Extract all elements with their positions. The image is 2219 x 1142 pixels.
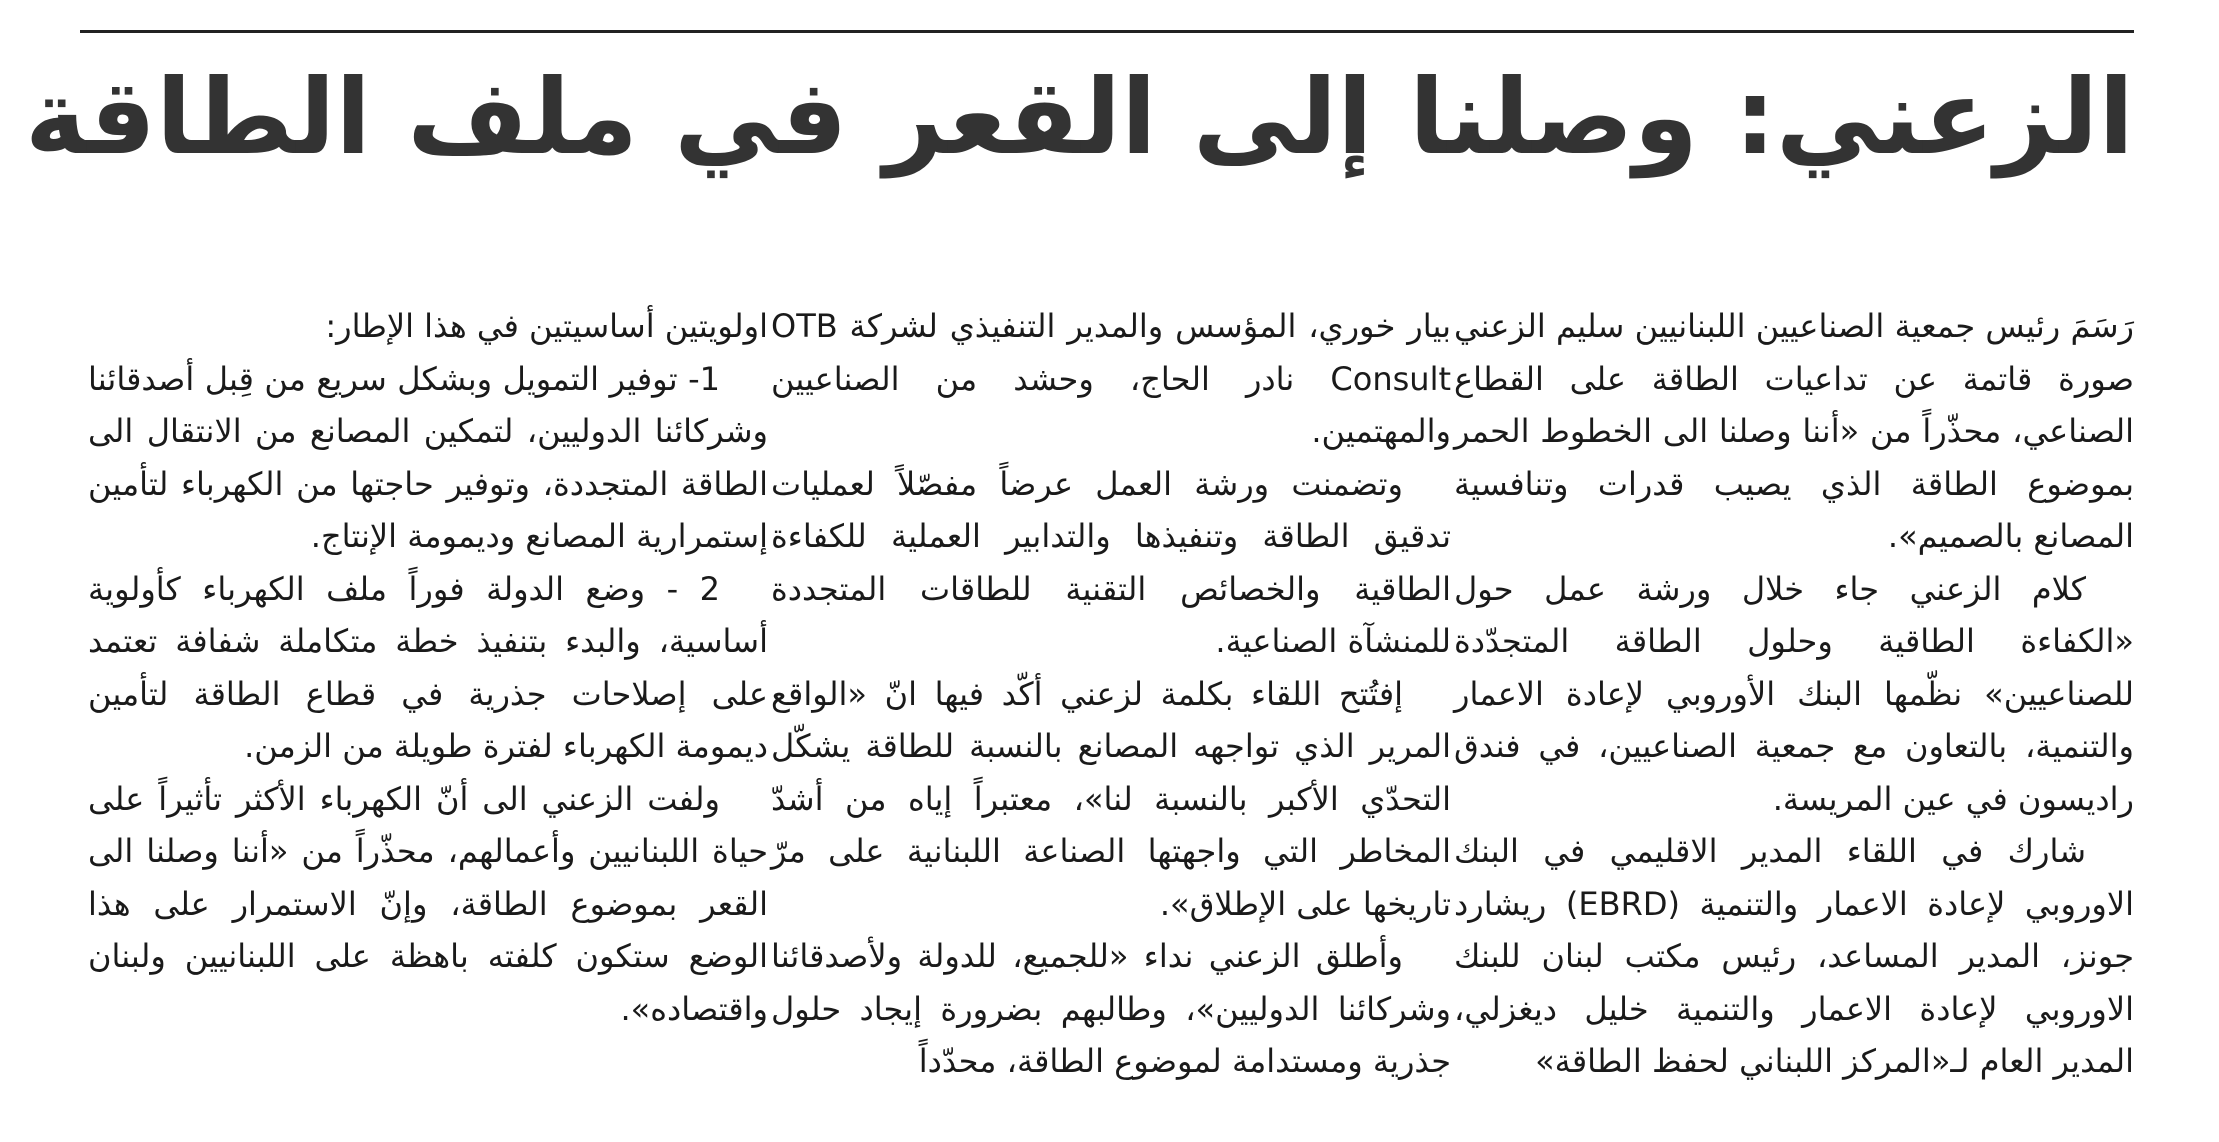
article-paragraph: 1- توفير التمويل وبشكل سريع من قِبل أصدقائنا وشركائنا الدوليين، لتمكين المصانع من الانتقال الى الطاقة المتجددة، وتوفير حاجتها من الكهرباء لتأمين إستمرارية المصانع وديمومة الإنتاج. xyxy=(88,359,768,555)
article-column-middle xyxy=(771,300,1451,1088)
article-headline: الزعني: وصلنا إلى القعر في ملف الطاقة xyxy=(24,56,2134,178)
article-paragraph: 2 - وضع الدولة فوراً ملف الكهرباء كأولوية أساسية، والبدء بتنفيذ خطة متكاملة شفافة تعتمد على إصلاحات جذرية في قطاع الطاقة لتأمين ديمومة الكهرباء لفترة طويلة من الزمن. xyxy=(88,569,768,765)
top-rule xyxy=(80,30,2134,33)
article-column-right xyxy=(1454,300,2134,1088)
article-paragraph: وأطلق الزعني نداء «للجميع، للدولة ولأصدقائنا وشركائنا الدوليين»، وطالبهم بضرورة إيجاد حلول جذرية ومستدامة لموضوع الطاقة، محدّداً xyxy=(771,937,1451,1080)
article-column-left xyxy=(88,300,768,1035)
article-paragraph: اولويتين أساسيتين في هذا الإطار: xyxy=(325,307,768,345)
article-paragraph: إفتُتح اللقاء بكلمة لزعني أكّد فيها انّ «الواقع المرير الذي تواجهه المصانع بالنسبة للطاقة يشكّل التحدّي الأكبر بالنسبة لنا»، معتبراً إياه من أشدّ المخاطر التي واجهتها الصناعة اللبنانية على مرّ تاريخها على الإطلاق». xyxy=(771,674,1451,923)
article-paragraph: شارك في اللقاء المدير الاقليمي في البنك الاوروبي لإعادة الاعمار والتنمية (EBRD) ريشارد جونز، المدير المساعد، رئيس مكتب لبنان للبنك الاوروبي لإعادة الاعمار والتنمية خليل ديغزلي، المدير العام لـ«المركز اللبناني لحفظ الطاقة» xyxy=(1454,832,2135,1080)
article-paragraph: وتضمنت ورشة العمل عرضاً مفصّلاً لعمليات تدقيق الطاقة وتنفيذها والتدابير العملية للكفاءة الطاقية والخصائص التقنية للطاقات المتجددة للمنشآة الصناعية. xyxy=(771,464,1451,660)
article-paragraph: ولفت الزعني الى أنّ الكهرباء الأكثر تأثيراً على حياة اللبنانيين وأعمالهم، محذّراً من «أننا وصلنا الى القعر بموضوع الطاقة، وإنّ الاستمرار على هذا الوضع ستكون كلفته باهظة على اللبنانيين ولبنان واقتصاده». xyxy=(88,779,768,1028)
article-paragraph: رَسَمَ رئيس جمعية الصناعيين اللبنانيين سليم الزعني صورة قاتمة عن تداعيات الطاقة على القطاع الصناعي، محذّراً من «أننا وصلنا الى الخطوط الحمر بموضوع الطاقة الذي يصيب قدرات وتنافسية المصانع بالصميم». xyxy=(1454,307,2134,555)
article-paragraph: كلام الزعني جاء خلال ورشة عمل حول «الكفاءة الطاقية وحلول الطاقة المتجدّدة للصناعيين» نظّمها البنك الأوروبي لإعادة الاعمار والتنمية، بالتعاون مع جمعية الصناعيين، في فندق راديسون في عين المريسة. xyxy=(1454,569,2134,818)
article-paragraph: بيار خوري، المؤسس والمدير التنفيذي لشركة OTB Consult نادر الحاج، وحشد من الصناعيين والمهتمين. xyxy=(771,307,1451,450)
